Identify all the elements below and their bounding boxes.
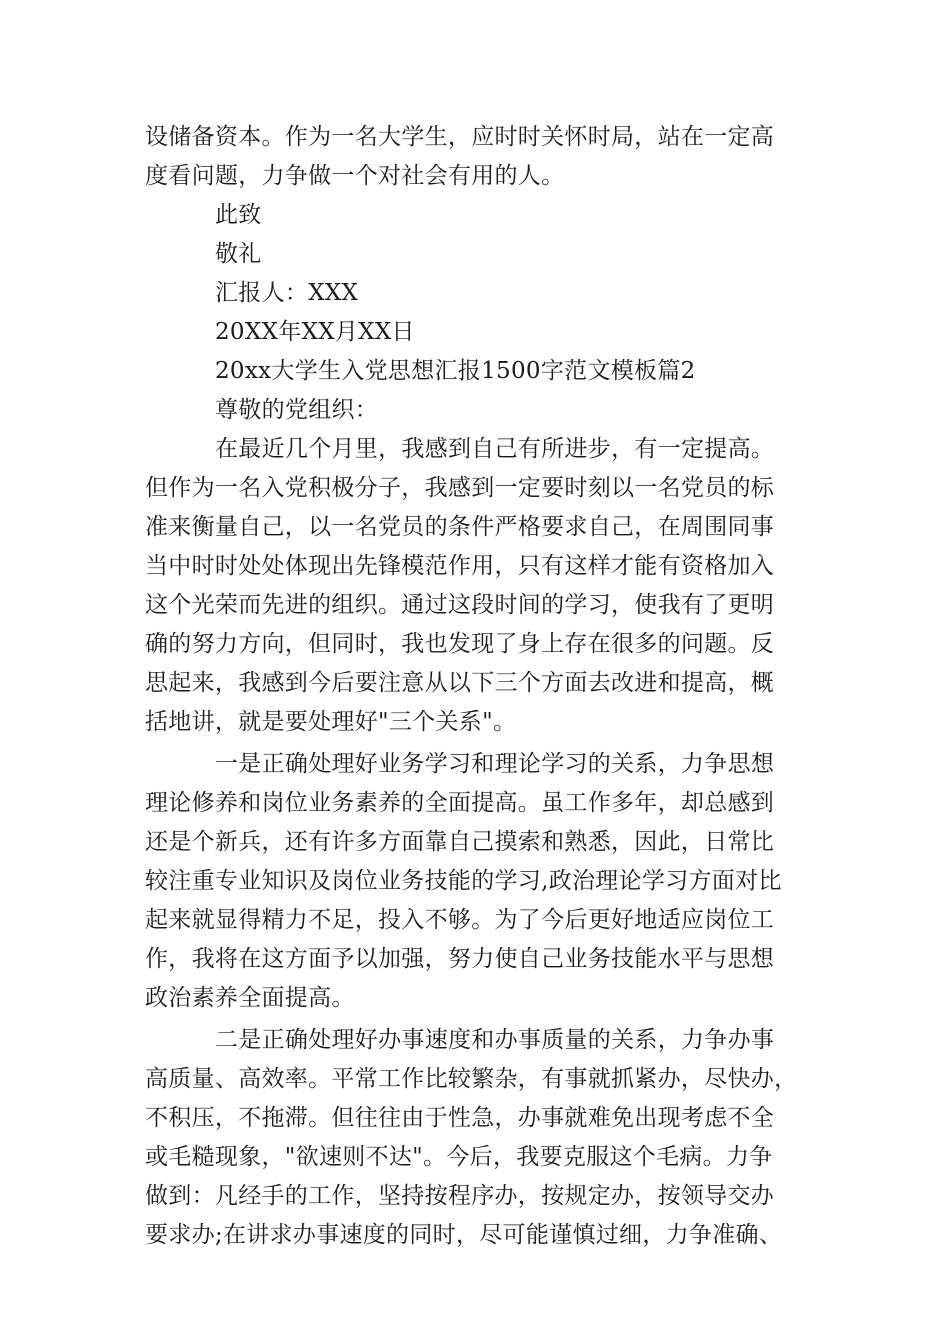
text-line: 尊敬的党组织： [215, 397, 379, 423]
text-line: 当中时时处处体现出先锋模范作用，只有这样才能有资格加入 [145, 553, 775, 579]
text-line: 要求办;在讲求办事速度的同时，尽可能谨慎过细，力争准确、 [145, 1222, 783, 1248]
document-body [145, 118, 810, 1255]
text-line: 较注重专业知识及岗位业务技能的学习,政治理论学习方面对比 [145, 868, 782, 894]
text-line: 此致 [215, 202, 262, 228]
text-line: 在最近几个月里，我感到自己有所进步，有一定提高。 [215, 436, 775, 462]
text-line: 准来衡量自己，以一名党员的条件严格要求自己，在周围同事 [145, 514, 775, 540]
text-line: 做到：凡经手的工作，坚持按程序办，按规定办，按领导交办 [145, 1183, 775, 1209]
text-line: 一是正确处理好业务学习和理论学习的关系，力争思想 [215, 751, 775, 777]
text-line: 20XX年XX月XX日 [215, 319, 415, 345]
text-line: 或毛糙现象，"欲速则不达"。今后，我要克服这个毛病。力争 [145, 1144, 773, 1170]
text-line: 度看问题，力争做一个对社会有用的人。 [145, 163, 565, 189]
text-line: 起来就显得精力不足，投入不够。为了今后更好地适应岗位工 [145, 907, 775, 933]
text-line: 汇报人：XXX [215, 280, 359, 306]
text-line: 确的努力方向，但同时，我也发现了身上存在很多的问题。反 [145, 631, 775, 657]
text-line: 作，我将在这方面予以加强，努力使自己业务技能水平与思想 [145, 946, 775, 972]
text-line: 思起来，我感到今后要注意从以下三个方面去改进和提高，概 [145, 670, 775, 696]
text-line: 还是个新兵，还有许多方面靠自己摸索和熟悉，因此，日常比 [145, 829, 775, 855]
text-line: 设储备资本。作为一名大学生，应时时关怀时局，站在一定高 [145, 124, 775, 150]
text-line: 高质量、高效率。平常工作比较繁杂，有事就抓紧办，尽快办， [145, 1066, 798, 1092]
text-line: 理论修养和岗位业务素养的全面提高。虽工作多年，却总感到 [145, 790, 775, 816]
text-line: 但作为一名入党积极分子，我感到一定要时刻以一名党员的标 [145, 475, 775, 501]
text-line: 20xx大学生入党思想汇报1500字范文模板篇2 [215, 358, 696, 384]
text-line: 这个光荣而先进的组织。通过这段时间的学习，使我有了更明 [145, 592, 775, 618]
text-line: 括地讲，就是要处理好"三个关系"。 [145, 709, 517, 735]
text-line: 二是正确处理好办事速度和办事质量的关系，力争办事 [215, 1027, 775, 1053]
text-line: 政治素养全面提高。 [145, 985, 355, 1011]
text-line: 不积压，不拖滞。但往往由于性急，办事就难免出现考虑不全 [145, 1105, 775, 1131]
text-line: 敬礼 [215, 241, 262, 267]
